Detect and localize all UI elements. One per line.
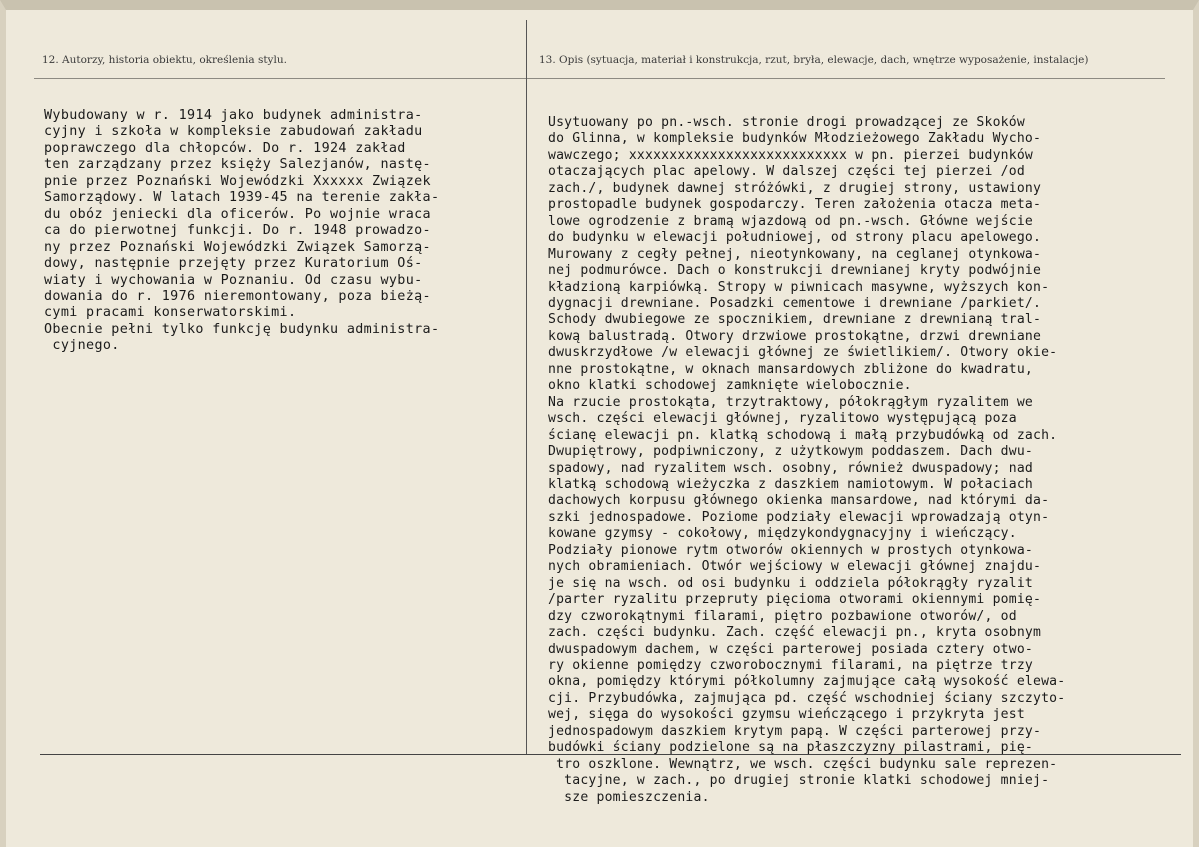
text-line: je się na wsch. od osi budynku i oddziela półokrągły ryzalit bbox=[548, 575, 1033, 591]
text-line: pnie przez Poznański Wojewódzki Xxxxxx Związek bbox=[44, 173, 431, 189]
text-line: cyjnego. bbox=[44, 338, 120, 354]
text-line: okno klatki schodowej zamknięte wielobocznie. bbox=[548, 378, 912, 394]
text-line: dachowych korpusu głównego okienka mansardowe, nad którymi da- bbox=[548, 493, 1050, 509]
text-line: cji. Przybudówka, zajmująca pd. część wschodniej ściany szczyto- bbox=[548, 690, 1066, 706]
text-line: kładzioną karpiówką. Stropy w piwnicach masywne, wyższych kon- bbox=[548, 279, 1050, 295]
text-line: wiaty i wychowania w Poznaniu. Od czasu wybu- bbox=[44, 272, 423, 288]
text-line: nych obramieniach. Otwór wejściowy w elewacji głównej znajdu- bbox=[548, 559, 1042, 575]
text-line: jednospadowym daszkiem krytym papą. W części parterowej przy- bbox=[548, 723, 1042, 739]
text-line: dowania do r. 1976 nieremontowany, poza bieżą- bbox=[44, 288, 431, 304]
header-rule bbox=[34, 78, 1165, 79]
text-line: tacyjne, w zach., po drugiej stronie klatki schodowej mniej- bbox=[548, 773, 1050, 789]
text-line: ca do pierwotnej funkcji. Do r. 1948 prowadzo- bbox=[44, 223, 431, 239]
text-line: do budynku w elewacji południowej, od strony placu apelowego. bbox=[548, 230, 1042, 246]
text-line: wej, sięga do wysokości gzymsu wieńczącego i przykryta jest bbox=[548, 707, 1025, 723]
history-text bbox=[44, 108, 522, 355]
description-text bbox=[548, 115, 1198, 806]
text-line: spadowy, nad ryzalitem wsch. osobny, również dwuspadowy; nad bbox=[548, 460, 1033, 476]
text-line: du obóz jeniecki dla oficerów. Po wojnie wraca bbox=[44, 206, 431, 222]
text-line: okna, pomiędzy którymi półkolumny zajmujące całą wysokość elewa- bbox=[548, 674, 1066, 690]
text-line: nne prostokątne, w oknach mansardowych zbliżone do kwadratu, bbox=[548, 361, 1033, 377]
text-line: ry okienne pomiędzy czworobocznymi filarami, na piętrze trzy bbox=[548, 657, 1033, 673]
text-line: prostopadle budynek gospodarczy. Teren założenia otacza meta- bbox=[548, 197, 1042, 213]
text-line: dowy, następnie przejęty przez Kuratorium Oś- bbox=[44, 256, 423, 272]
text-line: dzy czworokątnymi filarami, piętro pozbawione otworów/, od bbox=[548, 608, 1017, 624]
text-line: ścianę elewacji pn. klatką schodową i małą przybudówką od zach. bbox=[548, 427, 1058, 443]
text-line: dygnacji drewniane. Posadzki cementowe i drewniane /parkiet/. bbox=[548, 295, 1042, 311]
text-line: /parter ryzalitu przepruty pięcioma otworami okiennymi pomię- bbox=[548, 592, 1042, 608]
text-line: Usytuowany po pn.-wsch. stronie drogi prowadzącej ze Skoków bbox=[548, 115, 1025, 130]
text-line: Schody dwubiegowe ze spocznikiem, drewniane z drewnianą tral- bbox=[548, 312, 1042, 328]
text-line: ny przez Poznański Wojewódzki Związek Samorzą- bbox=[44, 239, 431, 255]
text-line: Obecnie pełni tylko funkcję budynku administra- bbox=[44, 321, 440, 337]
text-line: otaczających plac apelowy. W dalszej części tej pierzei /od bbox=[548, 164, 1025, 180]
text-line: Murowany z cegły pełnej, nieotynkowany, na ceglanej otynkowa- bbox=[548, 246, 1042, 262]
text-line: ten zarządzany przez księży Salezjanów, nastę- bbox=[44, 157, 431, 173]
column-divider bbox=[526, 20, 527, 755]
section-13-label: 13. Opis (sytuacja, materiał i konstrukcja, rzut, bryła, elewacje, dach, wnętrze wyposażenie, instalacje) bbox=[539, 54, 1089, 66]
text-line: sze pomieszczenia. bbox=[548, 789, 710, 805]
text-line: nej podmurówce. Dach o konstrukcji drewnianej kryty podwójnie bbox=[548, 263, 1042, 279]
text-line: klatką schodową wieżyczka z daszkiem namiotowym. W połaciach bbox=[548, 476, 1033, 492]
text-line: cymi pracami konserwatorskimi. bbox=[44, 305, 297, 321]
text-line: budówki ściany podzielone są na płaszczyzny pilastrami, pię- bbox=[548, 740, 1033, 756]
text-line: szki jednospadowe. Poziome podziały elewacji wprowadzają otyn- bbox=[548, 509, 1050, 525]
text-line: wsch. części elewacji głównej, ryzalitowo występującą poza bbox=[548, 411, 1017, 427]
text-line: dwuskrzydłowe /w elewacji głównej ze świetlikiem/. Otwory okie- bbox=[548, 345, 1058, 361]
text-line: cyjny i szkoła w kompleksie zabudowań zakładu bbox=[44, 124, 423, 140]
text-line: kową balustradą. Otwory drzwiowe prostokątne, drzwi drewniane bbox=[548, 328, 1042, 344]
text-line: kowane gzymsy - cokołowy, międzykondygnacyjny i wieńczący. bbox=[548, 526, 1017, 542]
text-line: zach./, budynek dawnej stróżówki, z drugiej strony, ustawiony bbox=[548, 180, 1042, 196]
text-line: Wybudowany w r. 1914 jako budynek administra- bbox=[44, 108, 423, 123]
text-line: Podziały pionowe rytm otworów okiennych w prostych otynkowa- bbox=[548, 542, 1033, 558]
text-line: Samorządowy. W latach 1939-45 na terenie zakła- bbox=[44, 190, 440, 206]
text-line: wawczego; xxxxxxxxxxxxxxxxxxxxxxxxxxx w pn. pierzei budynków bbox=[548, 147, 1033, 163]
text-line: lowe ogrodzenie z bramą wjazdową od pn.-wsch. Główne wejście bbox=[548, 213, 1033, 229]
text-line: poprawczego dla chłopców. Do r. 1924 zakład bbox=[44, 140, 406, 156]
section-12-label: 12. Autorzy, historia obiektu, określenia stylu. bbox=[42, 54, 287, 66]
text-line: tro oszklone. Wewnątrz, we wsch. części budynku sale reprezen- bbox=[548, 756, 1058, 772]
text-line: zach. części budynku. Zach. część elewacji pn., kryta osobnym bbox=[548, 625, 1042, 641]
text-line: dwuspadowym dachem, w części parterowej posiada cztery otwo- bbox=[548, 641, 1033, 657]
text-line: Na rzucie prostokąta, trzytraktowy, półokrągłym ryzalitem we bbox=[548, 394, 1033, 410]
text-line: Dwupiętrowy, podpiwniczony, z użytkowym poddaszem. Dach dwu- bbox=[548, 444, 1033, 460]
text-line: do Glinna, w kompleksie budynków Młodzieżowego Zakładu Wycho- bbox=[548, 131, 1042, 147]
